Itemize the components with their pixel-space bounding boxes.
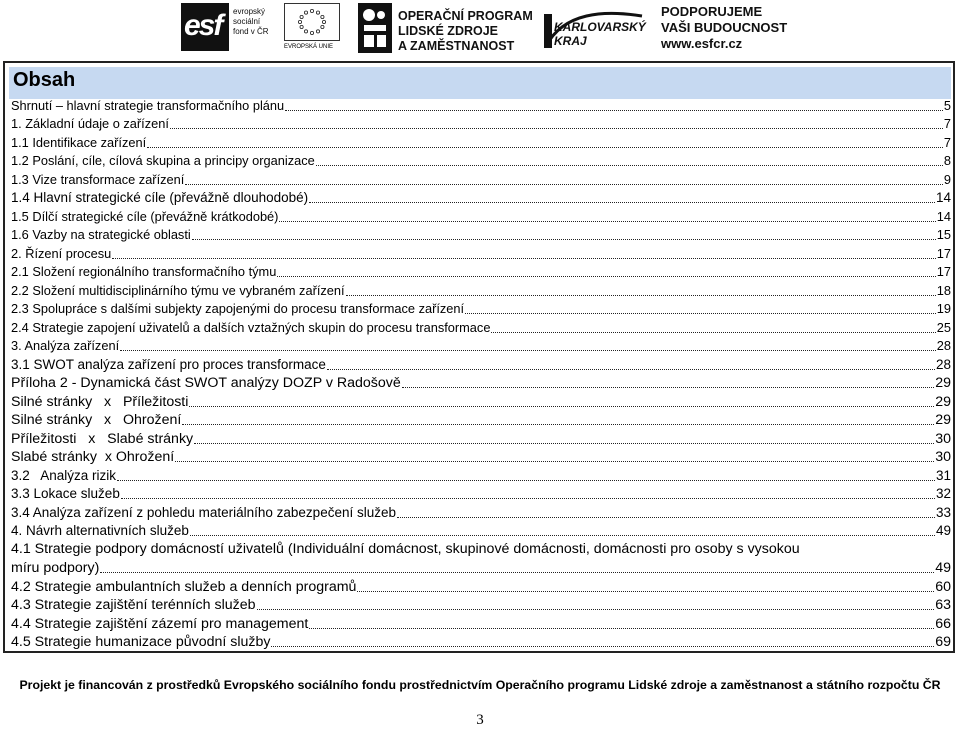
toc-entry[interactable]: [11, 263, 951, 282]
esf-logo-mark: esf: [184, 9, 222, 42]
toc-entry-page: 31: [935, 467, 951, 483]
toc-entry-page: 28: [936, 338, 951, 353]
toc-entry-label: 1.1 Identifikace zařízení: [11, 134, 147, 150]
toc-leader: [285, 110, 943, 111]
toc-entry[interactable]: [11, 133, 951, 152]
toc-leader: [175, 461, 934, 462]
toc-title-band: [9, 67, 951, 99]
support-line: VAŠI BUDOUCNOST: [661, 20, 788, 35]
toc-entry-label: 4.5 Strategie humanizace původní služby: [11, 634, 271, 650]
toc-leader: [309, 202, 935, 203]
toc-entry[interactable]: [11, 170, 951, 189]
toc-entry-label: Silné stránky x Příležitosti: [11, 393, 189, 410]
toc-entry-page: 49: [935, 560, 951, 576]
toc-entry-label: 3.4 Analýza zařízení z pohledu materiálního zabezpečení služeb: [11, 504, 396, 520]
toc-entry[interactable]: [11, 411, 951, 430]
toc-box: [3, 61, 955, 653]
toc-leader: [170, 128, 943, 129]
toc-entry-label: 3.3 Lokace služeb: [11, 486, 120, 501]
esf-caption: [233, 7, 269, 37]
toc-entry-page: 25: [936, 319, 951, 335]
toc-leader: [100, 572, 934, 573]
toc-leader: [189, 406, 934, 407]
toc-entry-page: 14: [936, 208, 951, 224]
toc-entry-continuation: [11, 559, 951, 578]
toc-entry-label: 2.4 Strategie zapojení uživatelů a dalších vztažných skupin do procesu transformace: [11, 319, 491, 335]
toc-leader: [257, 609, 935, 610]
op-text-line: OPERAČNÍ PROGRAM: [398, 9, 533, 23]
toc-leader: [491, 332, 935, 333]
toc-entry[interactable]: [11, 596, 951, 615]
toc-entry-label: 1.3 Vize transformace zařízení: [11, 171, 185, 187]
toc-entry-page: 5: [943, 97, 951, 113]
toc-entry[interactable]: [11, 540, 951, 577]
toc-entry[interactable]: [11, 300, 951, 319]
toc-entry-page: 17: [936, 245, 951, 261]
toc-leader: [316, 165, 943, 166]
toc-entry-label: 3.1 SWOT analýza zařízení pro proces transformace: [11, 356, 326, 372]
toc-entry-page: 29: [935, 375, 951, 391]
toc-entry[interactable]: [11, 244, 951, 263]
toc-entry-page: 32: [935, 486, 951, 501]
toc-entry[interactable]: [11, 448, 951, 467]
toc-entry-page: 33: [935, 504, 951, 520]
toc-entry-label: Shrnutí – hlavní strategie transformačního plánu: [11, 97, 285, 113]
toc-entry-label: 2. Řízení procesu: [11, 245, 112, 261]
op-text-line: LIDSKÉ ZDROJE: [398, 24, 499, 38]
toc-entry-page: 30: [935, 449, 951, 465]
toc-leader: [121, 498, 935, 499]
toc-entry-page: 60: [935, 578, 951, 595]
toc-entry[interactable]: [11, 374, 951, 393]
toc-leader: [402, 387, 934, 388]
toc-entry[interactable]: [11, 189, 951, 208]
toc-entry-label: 2.1 Složení regionálního transformačního týmu: [11, 264, 277, 279]
toc-entry-label: Příležitosti x Slabé stránky: [11, 430, 194, 447]
toc-entry-page: 7: [943, 116, 951, 131]
op-text-line: A ZAMĚSTNANOST: [398, 39, 515, 53]
toc-leader: [147, 147, 943, 148]
toc-entry[interactable]: [11, 96, 951, 115]
toc-entry-label: 2.3 Spolupráce s dalšími subjekty zapojenými do procesu transformace zařízení: [11, 301, 465, 316]
toc-entry-label: 4.4 Strategie zajištění zázemí pro management: [11, 615, 309, 632]
eu-caption: EVROPSKÁ UNIE: [284, 44, 334, 50]
toc-entry-page: 15: [936, 227, 951, 242]
toc-entry-page: 9: [943, 171, 951, 187]
toc-entry-label: 1.4 Hlavní strategické cíle (převážně dlouhodobé): [11, 190, 309, 205]
toc-entry-page: 66: [935, 615, 951, 632]
toc-leader: [465, 313, 936, 314]
eu-stars-icon: [285, 4, 339, 40]
toc-leader: [194, 443, 934, 444]
toc-entry[interactable]: [11, 281, 951, 300]
toc-leader: [346, 295, 936, 296]
esf-caption-line: evropský: [233, 7, 266, 16]
toc-entry-label: 4. Návrh alternativních služeb: [11, 523, 189, 538]
toc-leader: [397, 517, 935, 518]
funding-footer: Projekt je financován z prostředků Evropského sociálního fondu prostřednictvím Operačního programu Lidské zdroje a zaměstnanost a státního rozpočtu ČR: [19, 678, 941, 692]
toc-entry-label: 3.2 Analýza rizik: [11, 467, 117, 483]
toc-entry-label: 2.2 Složení multidisciplinárního týmu ve vybraném zařízení: [11, 282, 345, 298]
toc-entry-page: 29: [935, 412, 951, 428]
op-emblem-icon: [358, 3, 392, 53]
toc-entry-label: 3. Analýza zařízení: [11, 338, 120, 353]
page-number: 3: [476, 712, 484, 728]
toc-leader: [192, 239, 936, 240]
toc-entry-page: 19: [936, 301, 951, 316]
toc-entry-label: Příloha 2 - Dynamická část SWOT analýzy DOZP v Radošově: [11, 375, 401, 391]
toc-entry[interactable]: [11, 355, 951, 374]
toc-entry-label: 1. Základní údaje o zařízení: [11, 116, 169, 131]
toc-entry-page: 14: [935, 190, 951, 205]
toc-entry[interactable]: [11, 318, 951, 337]
eu-flag-icon: [284, 3, 340, 41]
esf-logo: [181, 3, 280, 53]
toc-entry-page: 18: [936, 282, 951, 298]
toc-entry-page: 49: [935, 523, 951, 538]
toc-entry-page: 29: [935, 393, 951, 410]
support-url[interactable]: www.esfcr.cz: [661, 36, 743, 51]
kraj-text: [554, 20, 646, 48]
toc-leader: [120, 350, 936, 351]
toc-entry-label: 4.2 Strategie ambulantních služeb a denních programů: [11, 578, 357, 595]
toc-entry[interactable]: [11, 207, 951, 226]
toc-title: Obsah: [13, 69, 76, 91]
toc-entry[interactable]: [11, 429, 951, 448]
toc-leader: [279, 221, 935, 222]
kraj-text-line: KRAJ: [554, 34, 587, 48]
op-logo: [358, 3, 538, 55]
toc-entry[interactable]: [11, 503, 951, 522]
toc-entry-page: 7: [943, 134, 951, 150]
toc-entry[interactable]: [11, 577, 951, 596]
toc-entry-label: Slabé stránky x Ohrožení: [11, 449, 175, 465]
toc-entry-page: 63: [935, 597, 951, 613]
kraj-text-line: KARLOVARSKÝ: [554, 20, 646, 34]
toc-entry[interactable]: [11, 485, 951, 504]
karlovarsky-kraj-logo: [544, 8, 644, 52]
toc-entry[interactable]: [11, 115, 951, 134]
toc-entry-label: 4.3 Strategie zajištění terénních služeb: [11, 597, 256, 613]
toc-entry[interactable]: [11, 337, 951, 356]
support-slogan: [661, 4, 787, 52]
eu-logo: [284, 3, 340, 53]
toc-entry[interactable]: [11, 522, 951, 541]
support-line: PODPORUJEME: [661, 4, 763, 19]
toc-entry-page: 69: [935, 634, 951, 650]
toc-entry-page: 28: [935, 356, 951, 372]
toc-entry-label: Silné stránky x Ohrožení: [11, 412, 182, 428]
logo-bar: [0, 0, 960, 58]
toc-entry[interactable]: [11, 633, 951, 652]
toc-leader: [357, 591, 934, 592]
toc-entry-page: 30: [935, 430, 951, 447]
toc-entries: [11, 96, 951, 651]
toc-leader: [277, 276, 935, 277]
toc-entry-page: 8: [943, 153, 951, 168]
toc-entry[interactable]: [11, 466, 951, 485]
toc-entry[interactable]: [11, 226, 951, 245]
toc-leader: [112, 258, 935, 259]
toc-entry-label: 4.1 Strategie podpory domácností uživatelů (Individuální domácnost, skupinové domácnosti, domácnosti pro osoby s vysokou: [11, 541, 800, 557]
toc-leader: [185, 184, 943, 185]
toc-entry-page: 17: [936, 264, 951, 279]
toc-leader: [182, 424, 934, 425]
toc-entry-label: 1.2 Poslání, cíle, cílová skupina a principy organizace: [11, 153, 315, 168]
toc-entry-label: 1.6 Vazby na strategické oblasti: [11, 227, 191, 242]
esf-caption-line: sociální: [233, 17, 261, 26]
toc-entry-label: 1.5 Dílčí strategické cíle (převážně krátkodobé): [11, 208, 279, 224]
toc-entry-label: míru podpory): [11, 560, 100, 576]
toc-entry[interactable]: [11, 392, 951, 411]
esf-caption-line: fond v ČR: [233, 27, 269, 36]
toc-leader: [117, 480, 935, 481]
toc-entry[interactable]: [11, 152, 951, 171]
op-text: [398, 9, 533, 54]
toc-leader: [271, 646, 934, 647]
toc-leader: [327, 369, 935, 370]
toc-entry[interactable]: [11, 614, 951, 633]
toc-leader: [309, 628, 934, 629]
toc-leader: [190, 535, 935, 536]
